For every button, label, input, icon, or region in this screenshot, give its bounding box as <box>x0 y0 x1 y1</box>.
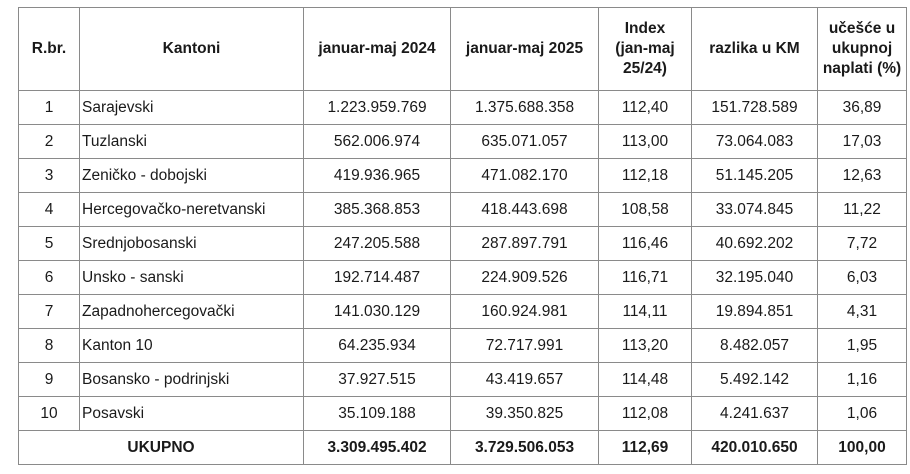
cell-kanton: Posavski <box>80 397 304 431</box>
cell-2025: 287.897.791 <box>451 227 599 261</box>
total-2024: 3.309.495.402 <box>304 431 451 465</box>
cell-2024: 37.927.515 <box>304 363 451 397</box>
cell-rbr: 5 <box>19 227 80 261</box>
cell-index: 114,48 <box>599 363 692 397</box>
cell-razlika: 4.241.637 <box>692 397 818 431</box>
header-index-line3: 25/24) <box>623 60 667 77</box>
table-row <box>19 91 907 125</box>
cell-index: 112,18 <box>599 159 692 193</box>
cell-rbr: 1 <box>19 91 80 125</box>
cell-rbr: 7 <box>19 295 80 329</box>
cell-2024: 192.714.487 <box>304 261 451 295</box>
header-rbr: R.br. <box>19 8 80 91</box>
total-ucesce: 100,00 <box>818 431 907 465</box>
header-ucesce-line3: naplati (%) <box>822 60 902 77</box>
header-index-line2: (jan-maj <box>615 40 675 57</box>
table-row <box>19 363 907 397</box>
cell-ucesce: 6,03 <box>818 261 907 295</box>
cell-2024: 562.006.974 <box>304 125 451 159</box>
total-index: 112,69 <box>599 431 692 465</box>
cell-2025: 635.071.057 <box>451 125 599 159</box>
cell-index: 116,46 <box>599 227 692 261</box>
table-row <box>19 261 907 295</box>
table-row <box>19 295 907 329</box>
cell-2025: 43.419.657 <box>451 363 599 397</box>
cell-razlika: 5.492.142 <box>692 363 818 397</box>
cell-2025: 471.082.170 <box>451 159 599 193</box>
cell-index: 112,40 <box>599 91 692 125</box>
total-label: UKUPNO <box>19 431 304 465</box>
cell-kanton: Unsko - sanski <box>80 261 304 295</box>
cell-razlika: 40.692.202 <box>692 227 818 261</box>
cell-2025: 224.909.526 <box>451 261 599 295</box>
header-ucesce-line1: učešće u <box>828 20 896 37</box>
cell-rbr: 3 <box>19 159 80 193</box>
cell-2024: 385.368.853 <box>304 193 451 227</box>
cell-2024: 141.030.129 <box>304 295 451 329</box>
cell-index: 116,71 <box>599 261 692 295</box>
cell-razlika: 33.074.845 <box>692 193 818 227</box>
cell-razlika: 8.482.057 <box>692 329 818 363</box>
cell-ucesce: 4,31 <box>818 295 907 329</box>
cell-rbr: 4 <box>19 193 80 227</box>
total-razlika: 420.010.650 <box>692 431 818 465</box>
cell-2025: 72.717.991 <box>451 329 599 363</box>
cell-kanton: Kanton 10 <box>80 329 304 363</box>
header-jan-maj-2024: januar-maj 2024 <box>304 8 451 91</box>
header-index <box>599 8 692 91</box>
table-row <box>19 227 907 261</box>
cell-kanton: Zeničko - dobojski <box>80 159 304 193</box>
cell-index: 113,20 <box>599 329 692 363</box>
header-index-line1: Index <box>624 20 666 37</box>
cell-2024: 64.235.934 <box>304 329 451 363</box>
cell-2025: 160.924.981 <box>451 295 599 329</box>
header-ucesce-line2: ukupnoj <box>831 40 893 57</box>
table-row <box>19 397 907 431</box>
cell-razlika: 73.064.083 <box>692 125 818 159</box>
cell-rbr: 2 <box>19 125 80 159</box>
cell-ucesce: 17,03 <box>818 125 907 159</box>
table-row <box>19 193 907 227</box>
cell-ucesce: 1,16 <box>818 363 907 397</box>
header-kantoni: Kantoni <box>80 8 304 91</box>
cell-2024: 35.109.188 <box>304 397 451 431</box>
cell-razlika: 32.195.040 <box>692 261 818 295</box>
cell-2025: 1.375.688.358 <box>451 91 599 125</box>
header-jan-maj-2025: januar-maj 2025 <box>451 8 599 91</box>
cell-razlika: 51.145.205 <box>692 159 818 193</box>
tax-collection-table <box>18 7 907 465</box>
table-row <box>19 329 907 363</box>
total-2025: 3.729.506.053 <box>451 431 599 465</box>
cell-2024: 1.223.959.769 <box>304 91 451 125</box>
cell-razlika: 151.728.589 <box>692 91 818 125</box>
header-row <box>19 8 907 91</box>
cell-ucesce: 1,06 <box>818 397 907 431</box>
cell-rbr: 9 <box>19 363 80 397</box>
cell-2025: 39.350.825 <box>451 397 599 431</box>
table-row <box>19 159 907 193</box>
cell-index: 108,58 <box>599 193 692 227</box>
header-razlika: razlika u KM <box>692 8 818 91</box>
cell-ucesce: 12,63 <box>818 159 907 193</box>
cell-index: 113,00 <box>599 125 692 159</box>
total-row <box>19 431 907 465</box>
cell-ucesce: 1,95 <box>818 329 907 363</box>
cell-rbr: 8 <box>19 329 80 363</box>
table-row <box>19 125 907 159</box>
cell-index: 114,11 <box>599 295 692 329</box>
cell-kanton: Bosansko - podrinjski <box>80 363 304 397</box>
cell-ucesce: 11,22 <box>818 193 907 227</box>
cell-2024: 419.936.965 <box>304 159 451 193</box>
cell-razlika: 19.894.851 <box>692 295 818 329</box>
cell-rbr: 6 <box>19 261 80 295</box>
cell-ucesce: 36,89 <box>818 91 907 125</box>
cell-kanton: Tuzlanski <box>80 125 304 159</box>
cell-kanton: Hercegovačko-neretvanski <box>80 193 304 227</box>
cell-2024: 247.205.588 <box>304 227 451 261</box>
cell-kanton: Zapadnohercegovački <box>80 295 304 329</box>
cell-2025: 418.443.698 <box>451 193 599 227</box>
cell-kanton: Srednjobosanski <box>80 227 304 261</box>
cell-kanton: Sarajevski <box>80 91 304 125</box>
cell-index: 112,08 <box>599 397 692 431</box>
cell-ucesce: 7,72 <box>818 227 907 261</box>
cell-rbr: 10 <box>19 397 80 431</box>
header-ucesce <box>818 8 907 91</box>
